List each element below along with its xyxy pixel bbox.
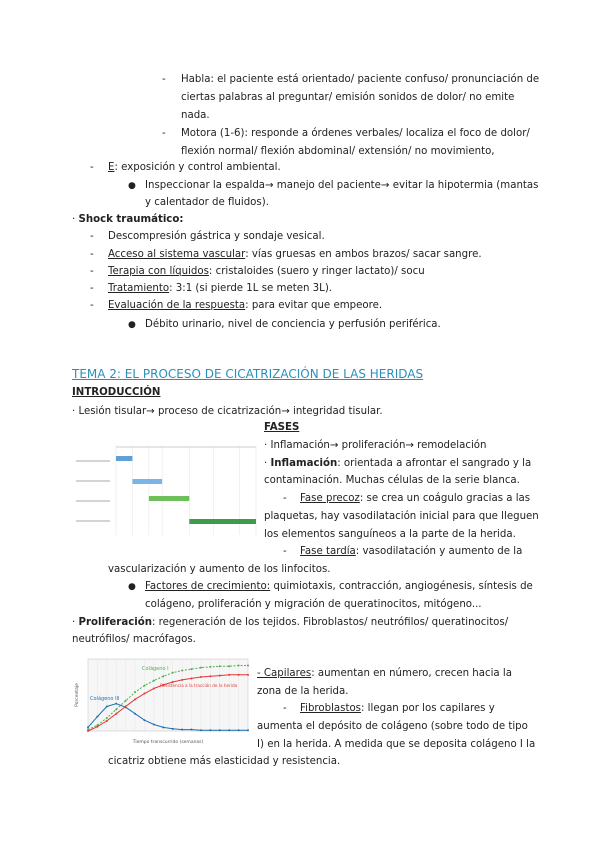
gantt-bar-1 [116,456,132,461]
data-point [238,729,240,731]
data-point [106,706,108,708]
legend-resistencia: Resistencia a la tracción de la herida [160,683,238,688]
proliferacion-label: Proliferación [78,617,152,628]
data-point [228,665,230,667]
fases-sequence: Inflamación→ proliferación→ remodelación [270,440,487,451]
data-point [172,728,174,730]
gantt-bar-3 [149,496,189,501]
e-sub-line-1: Inspeccionar la espalda→ manejo del paciente→ evitar la hipotermia (mantas [145,180,539,191]
shock-sub: Débito urinario, nivel de conciencia y perfusión periférica. [145,319,441,330]
bullet-e-sub: ● [128,181,136,191]
lesion-line: · Lesión tisular→ proceso de cicatrización→ integridad tisular. [72,406,383,417]
habla-line-2: ciertas palabras al preguntar/ emisión sonidos de dolor/ no emite [181,92,515,103]
phases-figure [72,435,258,541]
habla-line-1: Habla: el paciente está orientado/ paciente confuso/ pronunciación de [181,74,540,85]
data-point [191,677,193,679]
proliferacion-line-2: neutrófilos/ macrófagos. [72,634,196,645]
legend-colageno-iii: Colágeno III [90,696,120,702]
shock-item-2-text: : vías gruesas en ambos brazos/ sacar sangre. [245,249,482,260]
data-point [143,719,145,721]
factores-text-1: quimiotaxis, contracción, angiogénesis, síntesis de [270,581,533,592]
data-point [172,672,174,674]
precoz-line-3: los elementos sanguíneos a la parte de la herida. [264,529,516,540]
tardia-line-2: vascularización y aumento de los linfocitos. [108,564,331,575]
shock-item-3 [108,265,425,279]
data-point [134,698,136,700]
fibro-line-4: cicatriz obtiene más elasticidad y resistencia. [108,756,341,767]
shock-item-4 [108,282,332,296]
proliferacion-line-1: · Proliferación: regeneración de los tejidos. Fibroblastos/ neutrófilos/ queratinocitos/ [72,617,509,628]
dash-shock-5: - [90,300,94,311]
dash-e: - [90,162,94,173]
proliferacion-text-1: : regeneración de los tejidos. Fibroblastos/ neutrófilos/ queratinocitos/ [151,617,509,628]
data-point [134,691,136,693]
data-point [200,729,202,731]
dash-motora: - [162,128,166,139]
data-point [162,675,164,677]
data-point [209,729,211,731]
data-point [106,717,108,719]
data-point [115,713,117,715]
habla-line-3: nada. [181,110,210,121]
data-point [181,679,183,681]
gantt-bar-2 [132,479,162,484]
data-point [143,693,145,695]
dash-habla: - [162,74,166,85]
data-point [238,674,240,676]
data-point [209,666,211,668]
data-point [134,713,136,715]
y-axis-label: Porcentaje [75,683,80,707]
e-sub-line-2: y calentador de fluidos). [145,197,269,208]
dash-tardia: - [283,546,287,557]
fases-sequence-line: · Inflamación→ proliferación→ remodelación [264,440,487,451]
factores-label: Factores de crecimiento: [145,581,271,592]
factores-line-2: colágeno, proliferación y migración de queratinocitos, mitógeno... [145,599,482,610]
shock-item-4-label: Tratamiento [108,283,170,294]
data-point [247,674,249,676]
tema-title: TEMA 2: EL PROCESO DE CICATRIZACIÓN DE LAS HERIDAS [72,367,424,381]
dash-shock-2: - [90,249,94,260]
data-point [153,688,155,690]
data-point [209,675,211,677]
factores-line-1 [145,580,533,594]
data-point [96,726,98,728]
dash-shock-1: - [90,231,94,242]
data-point [125,706,127,708]
shock-item-2 [108,248,482,262]
shock-item-3-label: Terapia con líquidos [108,266,209,277]
shock-title: Shock traumático: [78,214,184,225]
gantt-bar-4 [189,519,256,524]
shock-item-1: Descompresión gástrica y sondaje vesical. [108,231,325,242]
inflamacion-text-1: : orientada a afrontar el sangrado y la [337,458,532,469]
precoz-label: Fase precoz [300,493,360,504]
inflamacion-label: Inflamación [270,458,338,469]
fibro-text-1: : llegan por los capilares y [361,703,495,714]
data-point [181,670,183,672]
dash-precoz: - [283,493,287,504]
data-point [219,729,221,731]
precoz-line-1 [300,492,530,506]
data-point [153,724,155,726]
tardia-text-1: : vasodilatación y aumento de la [355,546,523,557]
data-point [219,665,221,667]
dash-shock-4: - [90,283,94,294]
e-text: : exposición y control ambiental. [114,162,281,173]
precoz-line-2: plaquetas, hay vasodilatación inicial para que lleguen [264,511,539,522]
data-point [219,675,221,677]
e-letter: E [108,162,115,173]
data-point [191,729,193,731]
data-point [143,685,145,687]
data-point [87,726,89,728]
fibro-line-3: I) en la herida. A medida que se deposita colágeno I la [257,739,536,750]
tardia-label: Fase tardía [300,546,356,557]
e-item [108,161,281,175]
data-point [200,676,202,678]
data-point [115,703,117,705]
inflamacion-line-1: · Inflamación: orientada a afrontar el sangrado y la [264,458,532,469]
motora-line-1: Motora (1-6): responde a órdenes verbales/ localiza el foco de dolor/ [181,128,530,139]
data-point [115,708,117,710]
data-point [238,664,240,666]
data-point [247,729,249,731]
data-point [181,729,183,731]
data-point [125,700,127,702]
data-point [87,730,89,732]
fibro-label: Fibroblastos [300,703,361,714]
shock-item-4-text: : 3:1 (si pierde 1L se meten 3L). [169,283,333,294]
motora-line-2: flexión normal/ flexión abdominal/ extensión/ no movimiento, [181,146,495,157]
data-point [191,668,193,670]
capilares-line-1 [257,667,512,681]
fibro-line-1 [300,702,495,716]
capilares-text-1: : aumentan en número, crecen hacia la [311,668,512,679]
shock-item-3-text: : cristaloides (suero y ringer lactato)/ socu [208,266,425,277]
tardia-line-1 [300,545,522,559]
shock-heading: · Shock traumático: [72,214,184,225]
data-point [228,674,230,676]
intro-heading: INTRODUCCIÓN [72,387,161,398]
inflamacion-line-2: contaminación. Muchas células de la serie blanca. [264,475,520,486]
fases-title: FASES [264,422,300,433]
data-point [200,667,202,669]
legend-colageno-i: Colágeno I [142,666,169,672]
fibro-line-2: aumenta el depósito de colágeno (sobre todo de tipo [257,721,528,732]
data-point [162,726,164,728]
data-point [247,664,249,666]
dash-fibro: - [283,703,287,714]
shock-item-5-text: : para evitar que empeore. [245,300,383,311]
collagen-chart [72,655,252,747]
x-axis-label: Tiempo transcurrido (semanas) [132,740,204,745]
data-point [153,680,155,682]
lesion-text: Lesión tisular→ proceso de cicatrización→ integridad tisular. [78,406,383,417]
data-point [96,716,98,718]
data-point [228,729,230,731]
capilares-line-2: zona de la herida. [257,686,349,697]
bullet-factores: ● [128,582,136,592]
shock-item-5-label: Evaluación de la respuesta [108,300,246,311]
capilares-label: - Capilares [257,668,312,679]
shock-item-2-label: Acceso al sistema vascular [108,249,246,260]
shock-item-5 [108,299,382,313]
data-point [106,720,108,722]
dash-shock-3: - [90,266,94,277]
bullet-shock-sub: ● [128,320,136,330]
precoz-text-1: : se crea un coágulo gracias a las [359,493,531,504]
